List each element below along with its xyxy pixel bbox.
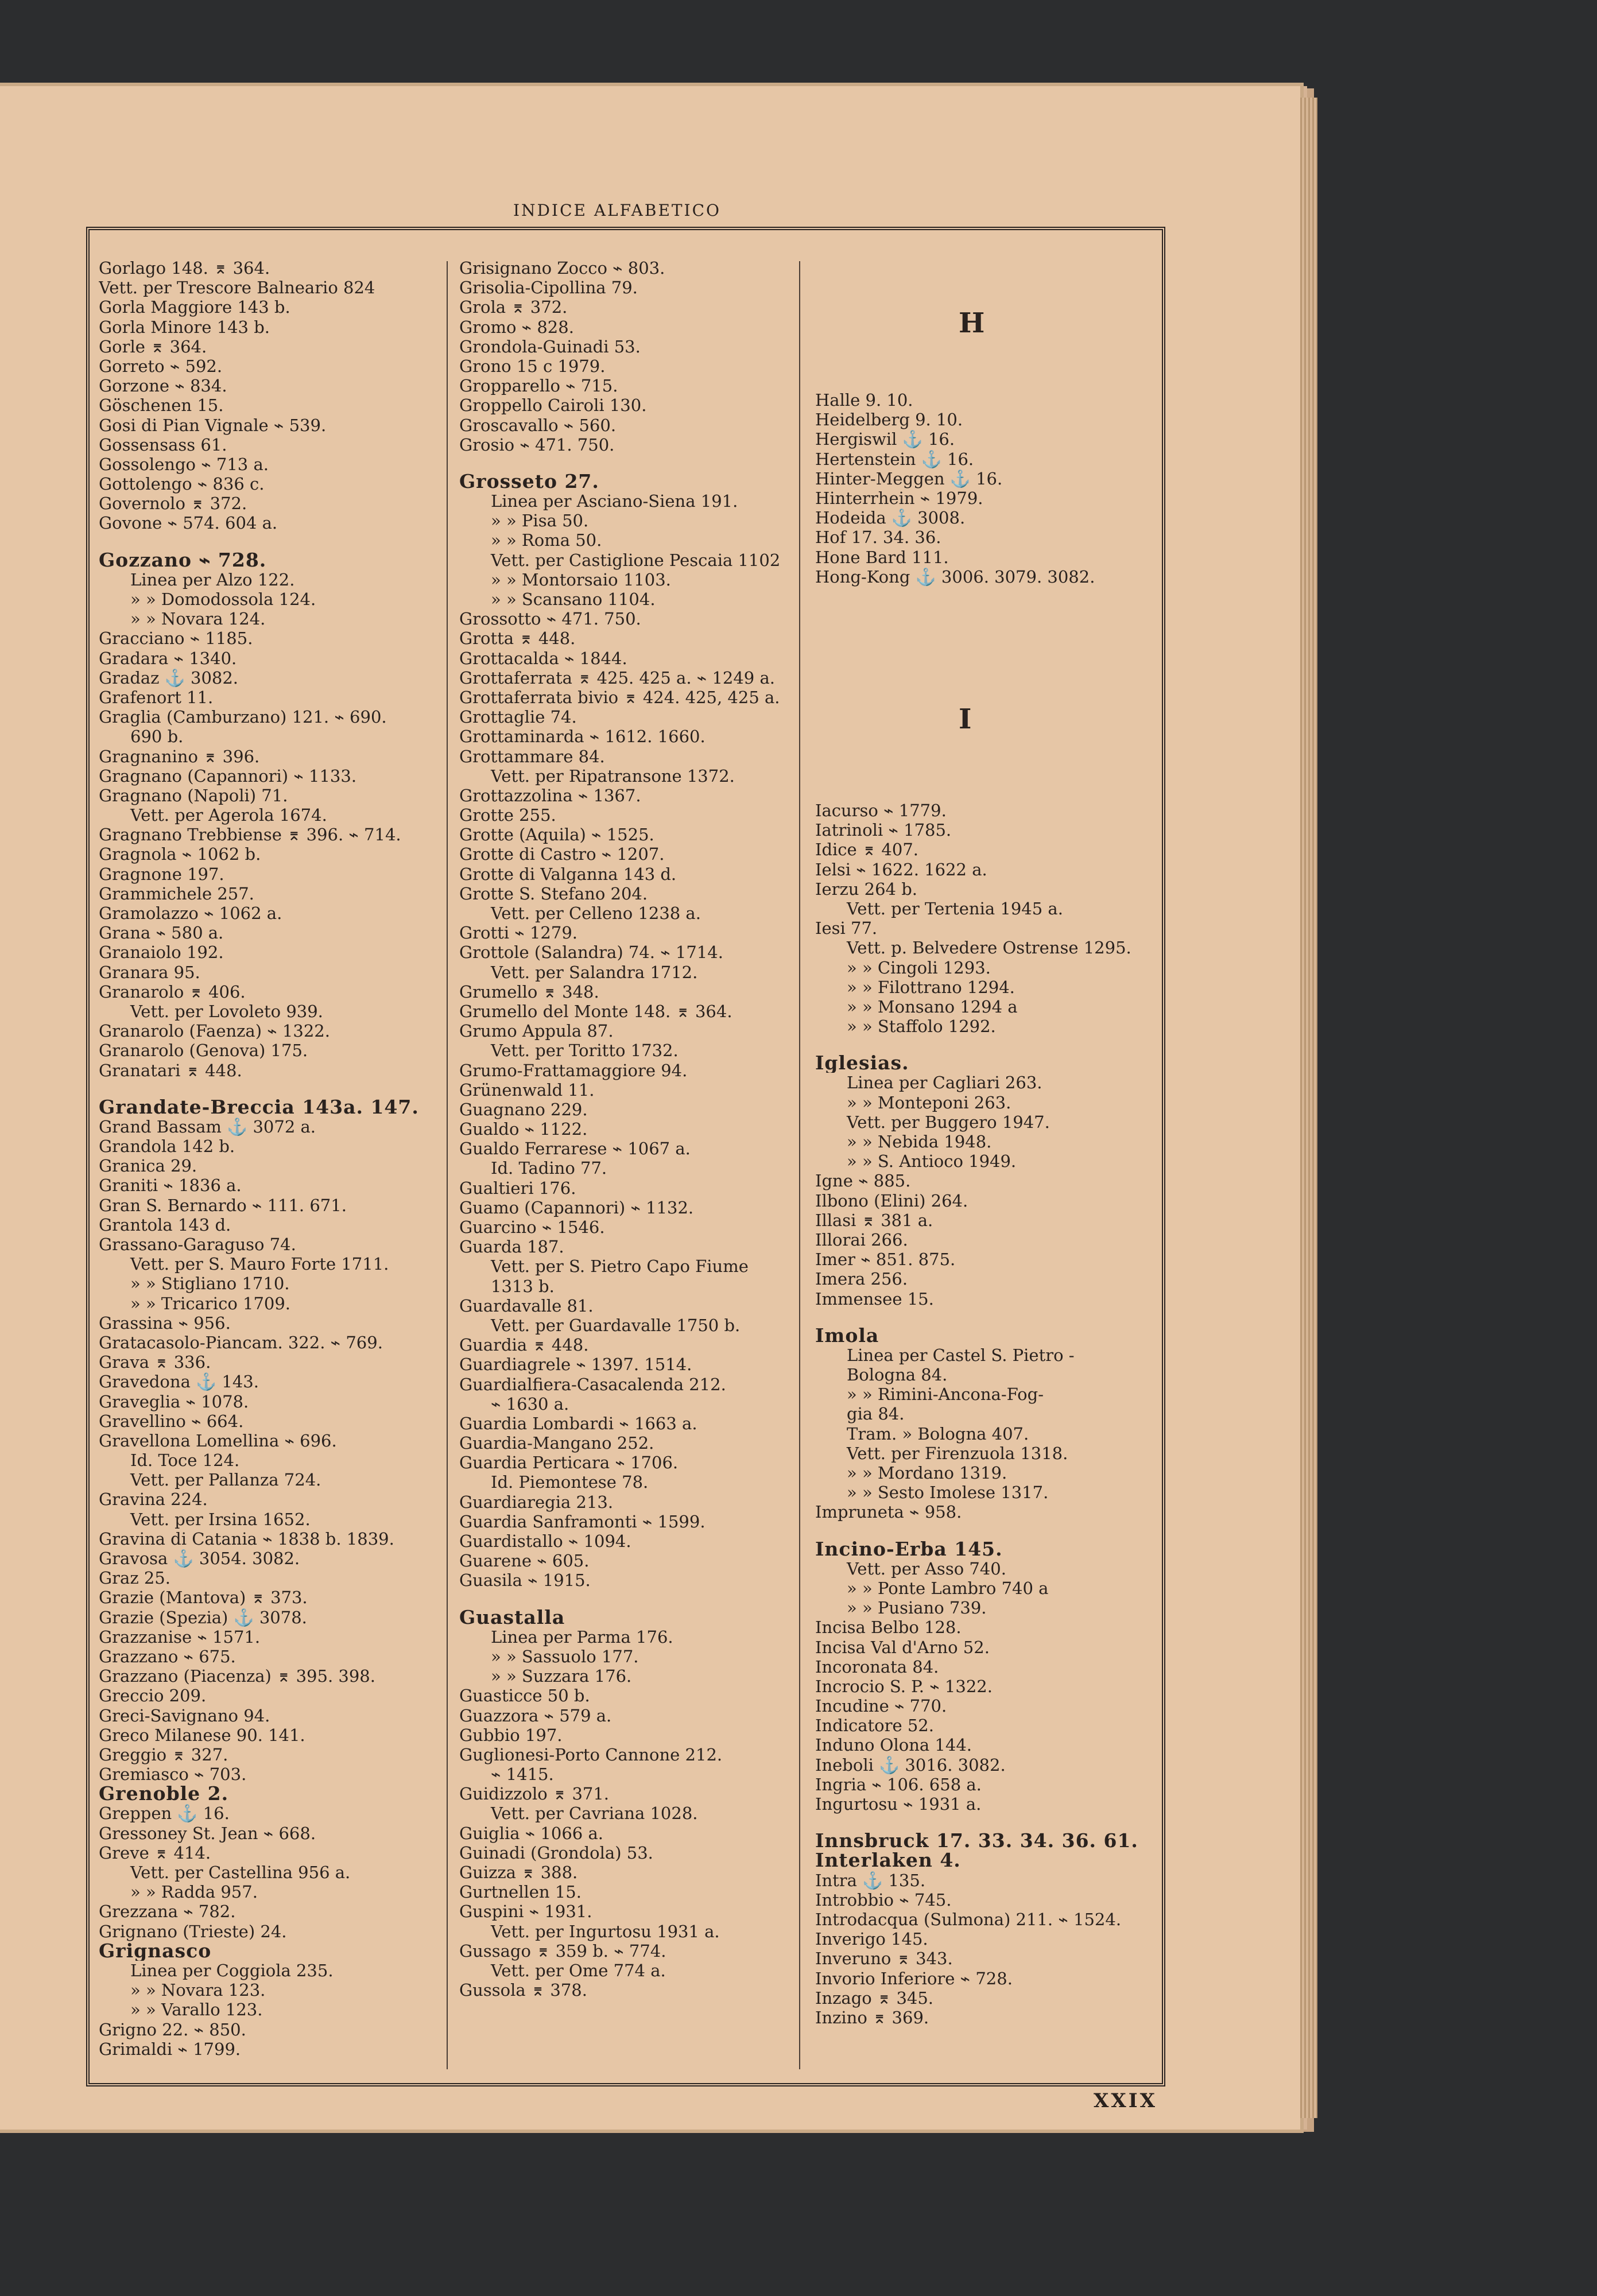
index-entry: Gracciano ⌁ 1185. — [99, 629, 253, 649]
index-entry: Göschenen 15. — [99, 395, 224, 416]
index-entry: Guasila ⌁ 1915. — [459, 1570, 591, 1591]
index-entry: Incrocio S. P. ⌁ 1322. — [815, 1676, 993, 1696]
index-entry: Guidizzolo ⌆ 371. — [459, 1784, 610, 1804]
index-entry: Grafenort 11. — [99, 687, 214, 707]
index-entry: Grola ⌆ 372. — [459, 297, 568, 317]
index-entry: Vett. per Toritto 1732. — [491, 1041, 679, 1061]
index-entry: Graveglia ⌁ 1078. — [99, 1391, 249, 1411]
index-entry: Vett. per Castiglione Pescaia 1102 — [491, 550, 781, 570]
index-entry: Grottaferrata bivio ⌆ 424. 425, 425 a. — [459, 687, 780, 707]
index-entry: Grava ⌆ 336. — [99, 1352, 211, 1372]
index-entry: » » Roma 50. — [491, 530, 602, 550]
index-entry: Grottammare 84. — [459, 746, 605, 766]
index-entry — [459, 1591, 798, 1608]
index-entry: » » Novara 123. — [130, 1980, 266, 2000]
index-entry: Hergiswil ⚓ 16. — [815, 429, 955, 449]
index-entry: Greco Milanese 90. 141. — [99, 1725, 305, 1745]
index-entry: Gorla Minore 143 b. — [99, 317, 270, 337]
index-entry: Bologna 84. — [847, 1365, 948, 1385]
index-entry: Grazie (Mantova) ⌆ 373. — [99, 1588, 308, 1608]
index-entry: Incisa Belbo 128. — [815, 1618, 962, 1638]
index-entry: Ielsi ⌁ 1622. 1622 a. — [815, 859, 987, 879]
index-entry: Gorla Maggiore 143 b. — [99, 297, 290, 317]
index-entry: Gozzano ⌁ 728. — [99, 550, 267, 570]
index-entry: Grignano (Trieste) 24. — [99, 1921, 287, 1941]
index-entry: » » Sassuolo 177. — [491, 1646, 639, 1666]
index-entry: Grezzana ⌁ 782. — [99, 1902, 236, 1922]
index-entry: Grigno 22. ⌁ 850. — [99, 2019, 246, 2039]
index-entry — [815, 1522, 1148, 1539]
index-entry: Guarcino ⌁ 1546. — [459, 1217, 605, 1237]
index-entry: Hodeida ⚓ 3008. — [815, 508, 966, 528]
index-entry: Ingurtosu ⌁ 1931 a. — [815, 1794, 982, 1814]
index-entry: Guazzora ⌁ 579 a. — [459, 1705, 612, 1725]
index-entry — [99, 1080, 437, 1097]
index-entry: Grandate-Breccia 143a. 147. — [99, 1097, 419, 1117]
index-entry: Guglionesi-Porto Cannone 212. — [459, 1744, 723, 1764]
index-entry: Introbbio ⌁ 745. — [815, 1890, 952, 1910]
index-entry: Granarolo (Faenza) ⌁ 1322. — [99, 1021, 330, 1041]
index-entry: Gravina di Catania ⌁ 1838 b. 1839. — [99, 1529, 394, 1549]
index-entry: Guspini ⌁ 1931. — [459, 1902, 592, 1922]
index-entry: Grono 15 c 1979. — [459, 356, 606, 376]
index-entry: Incino-Erba 145. — [815, 1539, 1003, 1559]
index-entry: Vett. per Ome 774 a. — [491, 1960, 666, 1980]
index-entry: » » Tricarico 1709. — [130, 1293, 291, 1313]
index-entry: Ingria ⌁ 106. 658 a. — [815, 1774, 982, 1794]
index-entry: Invorio Inferiore ⌁ 728. — [815, 1968, 1013, 1988]
index-entry: Grottole (Salandra) 74. ⌁ 1714. — [459, 943, 723, 963]
index-entry: » » Rimini-Ancona-Fog- — [847, 1384, 1044, 1405]
index-entry: Gragnone 197. — [99, 864, 224, 884]
index-entry: Gossensass 61. — [99, 435, 227, 455]
index-entry: » » Pisa 50. — [491, 511, 589, 531]
index-entry: Grondola-Guinadi 53. — [459, 336, 641, 356]
index-entry: Gravina 224. — [99, 1490, 208, 1510]
index-entry: Gropparello ⌁ 715. — [459, 376, 618, 396]
index-entry: Grumo-Frattamaggiore 94. — [459, 1060, 688, 1080]
index-entry: Grotte di Castro ⌁ 1207. — [459, 844, 665, 864]
index-entry: Indicatore 52. — [815, 1716, 934, 1736]
index-entry: Graniti ⌁ 1836 a. — [99, 1176, 242, 1196]
index-entry: Intra ⚓ 135. — [815, 1870, 926, 1890]
index-entry: » » Stigliano 1710. — [130, 1274, 290, 1294]
index-entry: Induno Olona 144. — [815, 1735, 972, 1755]
index-entry: Vett. per Tertenia 1945 a. — [847, 898, 1063, 918]
index-entry: Gragnano (Napoli) 71. — [99, 785, 288, 805]
index-entry: Incoronata 84. — [815, 1657, 939, 1677]
index-entry: Granara 95. — [99, 962, 200, 982]
index-entry: 690 b. — [130, 727, 184, 747]
index-entry: Vett. per Castellina 956 a. — [130, 1863, 351, 1882]
index-entry: Gragnano Trebbiense ⌆ 396. ⌁ 714. — [99, 825, 401, 845]
index-entry: Vett. per Ingurtosu 1931 a. — [491, 1921, 720, 1941]
index-entry: Guasticce 50 b. — [459, 1686, 590, 1706]
index-column-3b — [815, 801, 1148, 2027]
index-entry: Hinter-Meggen ⚓ 16. — [815, 468, 1003, 488]
index-entry: Gualdo ⌁ 1122. — [459, 1119, 588, 1139]
index-entry: Grumo Appula 87. — [459, 1021, 614, 1041]
index-entry: Grammichele 257. — [99, 883, 254, 903]
index-entry: Groscavallo ⌁ 560. — [459, 415, 617, 435]
index-entry: Immensee 15. — [815, 1289, 934, 1309]
index-entry: Guardistallo ⌁ 1094. — [459, 1531, 631, 1551]
index-entry: Linea per Castel S. Pietro - — [847, 1345, 1075, 1365]
index-entry: » » Radda 957. — [130, 1882, 258, 1902]
index-entry: Guardia ⌆ 448. — [459, 1335, 589, 1355]
index-entry: Imola — [815, 1325, 879, 1345]
index-entry: Guardiaregia 213. — [459, 1492, 614, 1512]
index-entry: Vett. per Pallanza 724. — [130, 1470, 321, 1490]
index-entry: » » Monteponi 263. — [847, 1092, 1011, 1112]
index-entry: Grantola 143 d. — [99, 1215, 231, 1235]
column-rule-1 — [447, 261, 448, 2069]
index-entry: Granatari ⌆ 448. — [99, 1060, 242, 1080]
index-entry: Greggio ⌆ 327. — [99, 1744, 228, 1764]
index-entry: Gragnanino ⌆ 396. — [99, 746, 260, 766]
index-entry: Grotte (Aquila) ⌁ 1525. — [459, 825, 654, 845]
index-entry: Ierzu 264 b. — [815, 879, 918, 899]
index-entry: Grazzano (Piacenza) ⌆ 395. 398. — [99, 1666, 375, 1686]
index-entry: Imera 256. — [815, 1269, 908, 1289]
index-entry: » » Suzzara 176. — [491, 1666, 632, 1686]
index-entry: Granarolo ⌆ 406. — [99, 982, 246, 1002]
index-entry: Guiglia ⌁ 1066 a. — [459, 1823, 603, 1843]
index-entry: Tram. » Bologna 407. — [847, 1424, 1029, 1444]
index-entry: Vett. per Firenzuola 1318. — [847, 1443, 1068, 1463]
index-column-2 — [459, 258, 798, 2000]
index-entry: » » Nebida 1948. — [847, 1132, 992, 1151]
index-entry: Greci-Savignano 94. — [99, 1705, 270, 1725]
index-entry: Grazie (Spezia) ⚓ 3078. — [99, 1607, 307, 1627]
index-entry: Gragnola ⌁ 1062 b. — [99, 844, 261, 864]
column-rule-2 — [799, 261, 800, 2069]
index-entry: Grottaferrata ⌆ 425. 425 a. ⌁ 1249 a. — [459, 668, 775, 688]
index-entry: Graz 25. — [99, 1568, 170, 1588]
index-entry: » » Monsano 1294 a — [847, 996, 1018, 1017]
index-entry: Gottolengo ⌁ 836 c. — [99, 474, 265, 494]
index-entry: Gualdo Ferrarese ⌁ 1067 a. — [459, 1139, 691, 1159]
index-entry: Gussola ⌆ 378. — [459, 1980, 587, 2000]
index-entry: Illasi ⌆ 381 a. — [815, 1210, 933, 1230]
index-entry: Guardia Lombardi ⌁ 1663 a. — [459, 1413, 697, 1433]
index-entry: Govone ⌁ 574. 604 a. — [99, 513, 278, 533]
index-entry — [99, 533, 437, 550]
index-entry: Grignasco — [99, 1941, 212, 1961]
index-column-3a — [815, 390, 1148, 587]
index-entry: Granarolo (Genova) 175. — [99, 1041, 308, 1061]
index-entry: » » Ponte Lambro 740 a — [847, 1578, 1049, 1598]
index-entry: Vett. per Buggero 1947. — [847, 1112, 1050, 1132]
index-entry: Imer ⌁ 851. 875. — [815, 1250, 956, 1270]
index-entry: Vett. per Irsina 1652. — [130, 1509, 311, 1529]
index-entry: Gravosa ⚓ 3054. 3082. — [99, 1549, 300, 1568]
index-entry: Gremiasco ⌁ 703. — [99, 1764, 247, 1785]
index-entry: Guizza ⌆ 388. — [459, 1863, 578, 1882]
index-entry: Vett. per S. Pietro Capo Fiume — [491, 1256, 749, 1277]
index-entry: Iesi 77. — [815, 918, 878, 938]
index-entry: Gorlago 148. ⌆ 364. — [99, 258, 270, 278]
index-entry: » » Cingoli 1293. — [847, 957, 991, 978]
index-entry: Grumello ⌆ 348. — [459, 982, 599, 1002]
index-entry: Vett. per S. Mauro Forte 1711. — [130, 1254, 389, 1274]
index-entry: Incisa Val d'Arno 52. — [815, 1637, 990, 1657]
index-entry: Gravellino ⌁ 664. — [99, 1411, 244, 1431]
index-entry: » » Staffolo 1292. — [847, 1017, 996, 1037]
index-entry: Guarda 187. — [459, 1237, 564, 1257]
index-entry: Gressoney St. Jean ⌁ 668. — [99, 1823, 316, 1843]
index-entry: Vett. per Agerola 1674. — [130, 805, 327, 825]
index-entry: Linea per Cagliari 263. — [847, 1073, 1042, 1093]
index-entry: Vett. per Trescore Balneario 824 — [99, 278, 375, 298]
index-entry: Hertenstein ⚓ 16. — [815, 449, 974, 469]
index-entry: Guardavalle 81. — [459, 1296, 594, 1316]
index-entry: Halle 9. 10. — [815, 390, 913, 410]
index-entry: Grotte 255. — [459, 805, 556, 825]
index-entry: Gradara ⌁ 1340. — [99, 648, 237, 668]
index-entry: Gragnano (Capannori) ⌁ 1133. — [99, 766, 357, 786]
index-entry: » » Pusiano 739. — [847, 1598, 987, 1618]
index-entry: » » Sesto Imolese 1317. — [847, 1483, 1049, 1503]
index-entry: Gravedona ⚓ 143. — [99, 1372, 259, 1392]
index-entry: Grana ⌁ 580 a. — [99, 923, 224, 943]
index-entry: » » S. Antioco 1949. — [847, 1151, 1017, 1172]
index-entry: Guardia-Mangano 252. — [459, 1433, 654, 1453]
index-entry: Linea per Coggiola 235. — [130, 1960, 334, 1980]
index-entry: Vett. per Salandra 1712. — [491, 962, 698, 982]
index-entry: Guardia Perticara ⌁ 1706. — [459, 1453, 679, 1473]
index-entry: Vett. per Ripatransone 1372. — [491, 766, 735, 786]
index-entry: Gratacasolo-Piancam. 322. ⌁ 769. — [99, 1332, 383, 1352]
index-entry: » » Montorsaio 1103. — [491, 569, 671, 589]
index-entry: Granaiolo 192. — [99, 943, 224, 963]
index-entry: Groppello Cairoli 130. — [459, 395, 647, 416]
section-letter-h: H — [959, 307, 985, 339]
index-entry: Inveruno ⌆ 343. — [815, 1949, 953, 1969]
index-entry: » » Scansano 1104. — [491, 589, 656, 609]
index-entry: ⌁ 1630 a. — [491, 1394, 569, 1414]
index-entry: Hinterrhein ⌁ 1979. — [815, 488, 983, 508]
index-entry: Grottazzolina ⌁ 1367. — [459, 785, 641, 805]
index-entry: Illorai 266. — [815, 1230, 908, 1250]
index-entry: Grotte di Valganna 143 d. — [459, 864, 677, 884]
index-entry: Hone Bard 111. — [815, 547, 949, 567]
index-entry: Hong-Kong ⚓ 3006. 3079. 3082. — [815, 567, 1095, 587]
index-entry: Innsbruck 17. 33. 34. 36. 61. — [815, 1831, 1138, 1851]
index-entry: Guinadi (Grondola) 53. — [459, 1843, 653, 1863]
index-entry: » » Varallo 123. — [130, 2000, 263, 2020]
index-entry: Iatrinoli ⌁ 1785. — [815, 820, 952, 840]
index-entry: Grotti ⌁ 1279. — [459, 923, 577, 943]
page-header: INDICE ALFABETICO — [513, 201, 721, 220]
index-entry: Grazzanise ⌁ 1571. — [99, 1627, 261, 1647]
index-entry: Vett. per Guardavalle 1750 b. — [491, 1315, 741, 1335]
index-entry: Gossolengo ⌁ 713 a. — [99, 454, 269, 474]
index-entry: Linea per Parma 176. — [491, 1627, 673, 1647]
index-entry: » » Domodossola 124. — [130, 589, 316, 609]
index-entry — [815, 1036, 1148, 1053]
index-entry: Id. Tadino 77. — [491, 1158, 607, 1178]
index-entry: Gravellona Lomellina ⌁ 696. — [99, 1430, 337, 1450]
index-column-1 — [99, 258, 437, 2059]
index-entry: Grünenwald 11. — [459, 1080, 595, 1100]
index-entry: Grenoble 2. — [99, 1784, 229, 1804]
index-entry: Inzino ⌆ 369. — [815, 2007, 929, 2027]
index-entry: Introdacqua (Sulmona) 211. ⌁ 1524. — [815, 1909, 1122, 1929]
index-entry: Guagnano 229. — [459, 1099, 588, 1119]
index-entry: Inzago ⌆ 345. — [815, 1988, 934, 2008]
index-entry: Gurtnellen 15. — [459, 1882, 582, 1902]
index-entry: Grosseto 27. — [459, 471, 599, 492]
index-entry: Iacurso ⌁ 1779. — [815, 801, 947, 820]
index-entry: Gromo ⌁ 828. — [459, 317, 574, 337]
index-entry: Grisolia-Cipollina 79. — [459, 278, 638, 298]
index-entry: » » Filottrano 1294. — [847, 977, 1015, 997]
index-entry: Guardia Sanframonti ⌁ 1599. — [459, 1511, 706, 1531]
index-entry: Grassano-Garaguso 74. — [99, 1235, 296, 1254]
index-entry: Greccio 209. — [99, 1686, 207, 1706]
index-entry — [459, 455, 798, 472]
index-entry: Grand Bassam ⚓ 3072 a. — [99, 1116, 316, 1137]
page-number: XXIX — [1094, 2089, 1158, 2112]
index-entry: Gubbio 197. — [459, 1725, 563, 1745]
index-entry: Ilbono (Elini) 264. — [815, 1190, 968, 1211]
index-entry — [815, 1309, 1148, 1326]
index-entry: Guardiagrele ⌁ 1397. 1514. — [459, 1355, 692, 1375]
index-entry: Interlaken 4. — [815, 1851, 961, 1871]
index-entry: Grottaminarda ⌁ 1612. 1660. — [459, 727, 706, 747]
index-entry: Greppen ⚓ 16. — [99, 1804, 230, 1824]
index-entry: Gramolazzo ⌁ 1062 a. — [99, 903, 282, 923]
index-entry: Governolo ⌆ 372. — [99, 494, 247, 514]
page-edges — [1300, 98, 1317, 2118]
index-entry: Guamo (Capannori) ⌁ 1132. — [459, 1197, 694, 1217]
index-entry: Linea per Asciano-Siena 191. — [491, 491, 738, 511]
index-entry: Gorle ⌆ 364. — [99, 336, 207, 356]
index-entry: » » Novara 124. — [130, 609, 266, 629]
index-entry: Hof 17. 34. 36. — [815, 528, 941, 548]
index-entry: Vett. per Celleno 1238 a. — [491, 903, 701, 923]
index-entry: Grimaldi ⌁ 1799. — [99, 2039, 241, 2059]
index-entry: ⌁ 1415. — [491, 1764, 554, 1785]
index-entry: Guastalla — [459, 1607, 565, 1627]
index-entry: Grotta ⌆ 448. — [459, 629, 576, 649]
index-entry: Gussago ⌆ 359 b. ⌁ 774. — [459, 1941, 666, 1961]
index-entry: Grosio ⌁ 471. 750. — [459, 435, 615, 455]
index-entry: Vett. per Asso 740. — [847, 1558, 1006, 1578]
section-letter-i: I — [959, 703, 972, 735]
index-entry: Granica 29. — [99, 1156, 197, 1176]
index-entry: Guardialfiera-Casacalenda 212. — [459, 1374, 726, 1394]
index-entry: Gran S. Bernardo ⌁ 111. 671. — [99, 1195, 347, 1215]
index-entry: Ineboli ⚓ 3016. 3082. — [815, 1755, 1006, 1775]
index-entry: Vett. per Cavriana 1028. — [491, 1804, 698, 1824]
index-entry: Gorreto ⌁ 592. — [99, 356, 223, 376]
index-entry: Graglia (Camburzano) 121. ⌁ 690. — [99, 707, 387, 727]
index-entry: Inverigo 145. — [815, 1929, 928, 1949]
index-entry: Grotte S. Stefano 204. — [459, 883, 648, 903]
index-entry: 1313 b. — [491, 1276, 555, 1296]
index-entry: Linea per Alzo 122. — [130, 569, 295, 589]
index-entry: Idice ⌆ 407. — [815, 840, 919, 860]
index-entry: Gradaz ⚓ 3082. — [99, 668, 239, 688]
index-entry — [815, 1814, 1148, 1831]
index-entry: Incudine ⌁ 770. — [815, 1696, 947, 1716]
index-entry: Grandola 142 b. — [99, 1137, 235, 1157]
index-entry: Id. Toce 124. — [130, 1450, 240, 1471]
index-entry: Grottacalda ⌁ 1844. — [459, 648, 627, 668]
index-entry: Heidelberg 9. 10. — [815, 410, 963, 430]
index-entry: Guarene ⌁ 605. — [459, 1551, 590, 1571]
index-entry: Gosi di Pian Vignale ⌁ 539. — [99, 415, 327, 435]
index-entry: Gualtieri 176. — [459, 1178, 576, 1198]
index-entry: Grazzano ⌁ 675. — [99, 1646, 236, 1666]
index-entry: Grumello del Monte 148. ⌆ 364. — [459, 1001, 732, 1021]
index-entry: Greve ⌆ 414. — [99, 1843, 211, 1863]
index-entry: gia 84. — [847, 1404, 905, 1424]
index-entry: Iglesias. — [815, 1053, 909, 1073]
index-entry: Vett. per Lovoleto 939. — [130, 1001, 323, 1021]
index-entry: Grottaglie 74. — [459, 707, 577, 727]
index-entry: Grossotto ⌁ 471. 750. — [459, 609, 641, 629]
index-entry: Impruneta ⌁ 958. — [815, 1502, 962, 1522]
index-entry: Grassina ⌁ 956. — [99, 1313, 231, 1333]
index-entry: Gorzone ⌁ 834. — [99, 376, 227, 396]
index-entry: Igne ⌁ 885. — [815, 1171, 911, 1191]
index-entry: » » Mordano 1319. — [847, 1463, 1007, 1483]
index-entry: Vett. p. Belvedere Ostrense 1295. — [847, 938, 1131, 958]
index-entry: Grisignano Zocco ⌁ 803. — [459, 258, 665, 278]
index-entry: Id. Piemontese 78. — [491, 1472, 649, 1492]
